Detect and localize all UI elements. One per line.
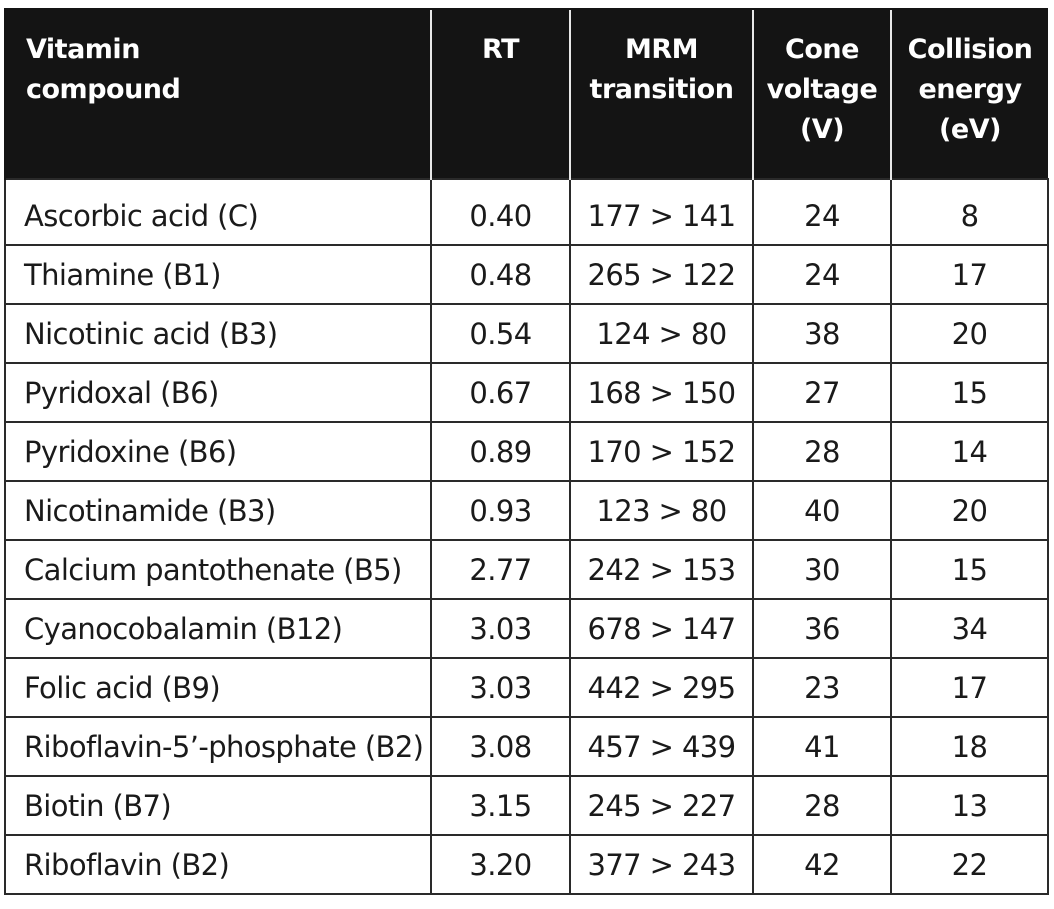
table-row: [5, 599, 1048, 658]
vitamin-mrm-table-container: [4, 8, 1047, 895]
header-cone-voltage: [753, 9, 891, 179]
cell-rt: 2.77: [431, 540, 570, 599]
cell-compound: Nicotinic acid (B3): [5, 304, 431, 363]
table-row: [5, 835, 1048, 894]
cell-compound: Folic acid (B9): [5, 658, 431, 717]
cell-mrm: 265 > 122: [570, 245, 753, 304]
cell-collision-energy: 22: [891, 835, 1048, 894]
cell-collision-energy: 17: [891, 245, 1048, 304]
cell-rt: 0.48: [431, 245, 570, 304]
cell-compound: Thiamine (B1): [5, 245, 431, 304]
cell-mrm: 442 > 295: [570, 658, 753, 717]
cell-cone-voltage: 38: [753, 304, 891, 363]
cell-rt: 3.03: [431, 599, 570, 658]
cell-mrm: 457 > 439: [570, 717, 753, 776]
cell-rt: 0.40: [431, 179, 570, 245]
table-header: [5, 9, 1048, 179]
header-collision-energy: [891, 9, 1048, 179]
cell-compound: Calcium pantothenate (B5): [5, 540, 431, 599]
cell-mrm: 678 > 147: [570, 599, 753, 658]
table-row: [5, 179, 1048, 245]
header-text: voltage: [766, 74, 878, 105]
cell-rt: 3.03: [431, 658, 570, 717]
table-row: [5, 304, 1048, 363]
cell-collision-energy: 13: [891, 776, 1048, 835]
cell-rt: 0.89: [431, 422, 570, 481]
cell-compound: Riboflavin (B2): [5, 835, 431, 894]
cell-collision-energy: 17: [891, 658, 1048, 717]
header-row: [5, 9, 1048, 179]
cell-cone-voltage: 27: [753, 363, 891, 422]
table-row: [5, 422, 1048, 481]
header-text: MRM: [624, 34, 699, 65]
cell-mrm: 377 > 243: [570, 835, 753, 894]
table-row: [5, 717, 1048, 776]
cell-collision-energy: 8: [891, 179, 1048, 245]
cell-collision-energy: 20: [891, 481, 1048, 540]
cell-compound: Riboflavin-5’-phosphate (B2): [5, 717, 431, 776]
table-row: [5, 658, 1048, 717]
header-text: RT: [482, 34, 519, 65]
header-rt: [431, 9, 570, 179]
cell-rt: 0.67: [431, 363, 570, 422]
header-text: Collision: [907, 34, 1033, 65]
cell-rt: 3.20: [431, 835, 570, 894]
cell-collision-energy: 14: [891, 422, 1048, 481]
cell-compound: Cyanocobalamin (B12): [5, 599, 431, 658]
cell-cone-voltage: 28: [753, 422, 891, 481]
header-text: Cone: [785, 34, 859, 65]
cell-rt: 0.54: [431, 304, 570, 363]
header-vitamin-compound: [5, 9, 431, 179]
table-body: [5, 179, 1048, 894]
cell-compound: Biotin (B7): [5, 776, 431, 835]
cell-mrm: 242 > 153: [570, 540, 753, 599]
cell-mrm: 168 > 150: [570, 363, 753, 422]
header-text: (eV): [939, 114, 1001, 145]
cell-compound: Nicotinamide (B3): [5, 481, 431, 540]
cell-mrm: 177 > 141: [570, 179, 753, 245]
cell-mrm: 245 > 227: [570, 776, 753, 835]
cell-cone-voltage: 28: [753, 776, 891, 835]
table-row: [5, 245, 1048, 304]
header-text: Vitamin: [26, 34, 140, 65]
cell-collision-energy: 18: [891, 717, 1048, 776]
cell-compound: Ascorbic acid (C): [5, 179, 431, 245]
cell-mrm: 123 > 80: [570, 481, 753, 540]
table-row: [5, 776, 1048, 835]
cell-cone-voltage: 24: [753, 245, 891, 304]
header-text: (V): [799, 114, 845, 145]
cell-compound: Pyridoxine (B6): [5, 422, 431, 481]
cell-cone-voltage: 40: [753, 481, 891, 540]
cell-collision-energy: 20: [891, 304, 1048, 363]
header-text: compound: [26, 74, 181, 105]
cell-cone-voltage: 30: [753, 540, 891, 599]
cell-mrm: 124 > 80: [570, 304, 753, 363]
table-row: [5, 481, 1048, 540]
cell-cone-voltage: 36: [753, 599, 891, 658]
cell-cone-voltage: 24: [753, 179, 891, 245]
header-mrm-transition: [570, 9, 753, 179]
cell-rt: 3.15: [431, 776, 570, 835]
cell-compound: Pyridoxal (B6): [5, 363, 431, 422]
cell-collision-energy: 15: [891, 363, 1048, 422]
cell-mrm: 170 > 152: [570, 422, 753, 481]
header-text: energy: [918, 74, 1022, 105]
cell-cone-voltage: 23: [753, 658, 891, 717]
cell-cone-voltage: 42: [753, 835, 891, 894]
cell-rt: 0.93: [431, 481, 570, 540]
table-row: [5, 540, 1048, 599]
cell-collision-energy: 34: [891, 599, 1048, 658]
table-row: [5, 363, 1048, 422]
vitamin-mrm-table: [4, 8, 1049, 895]
cell-collision-energy: 15: [891, 540, 1048, 599]
header-text: transition: [589, 74, 734, 105]
cell-cone-voltage: 41: [753, 717, 891, 776]
cell-rt: 3.08: [431, 717, 570, 776]
